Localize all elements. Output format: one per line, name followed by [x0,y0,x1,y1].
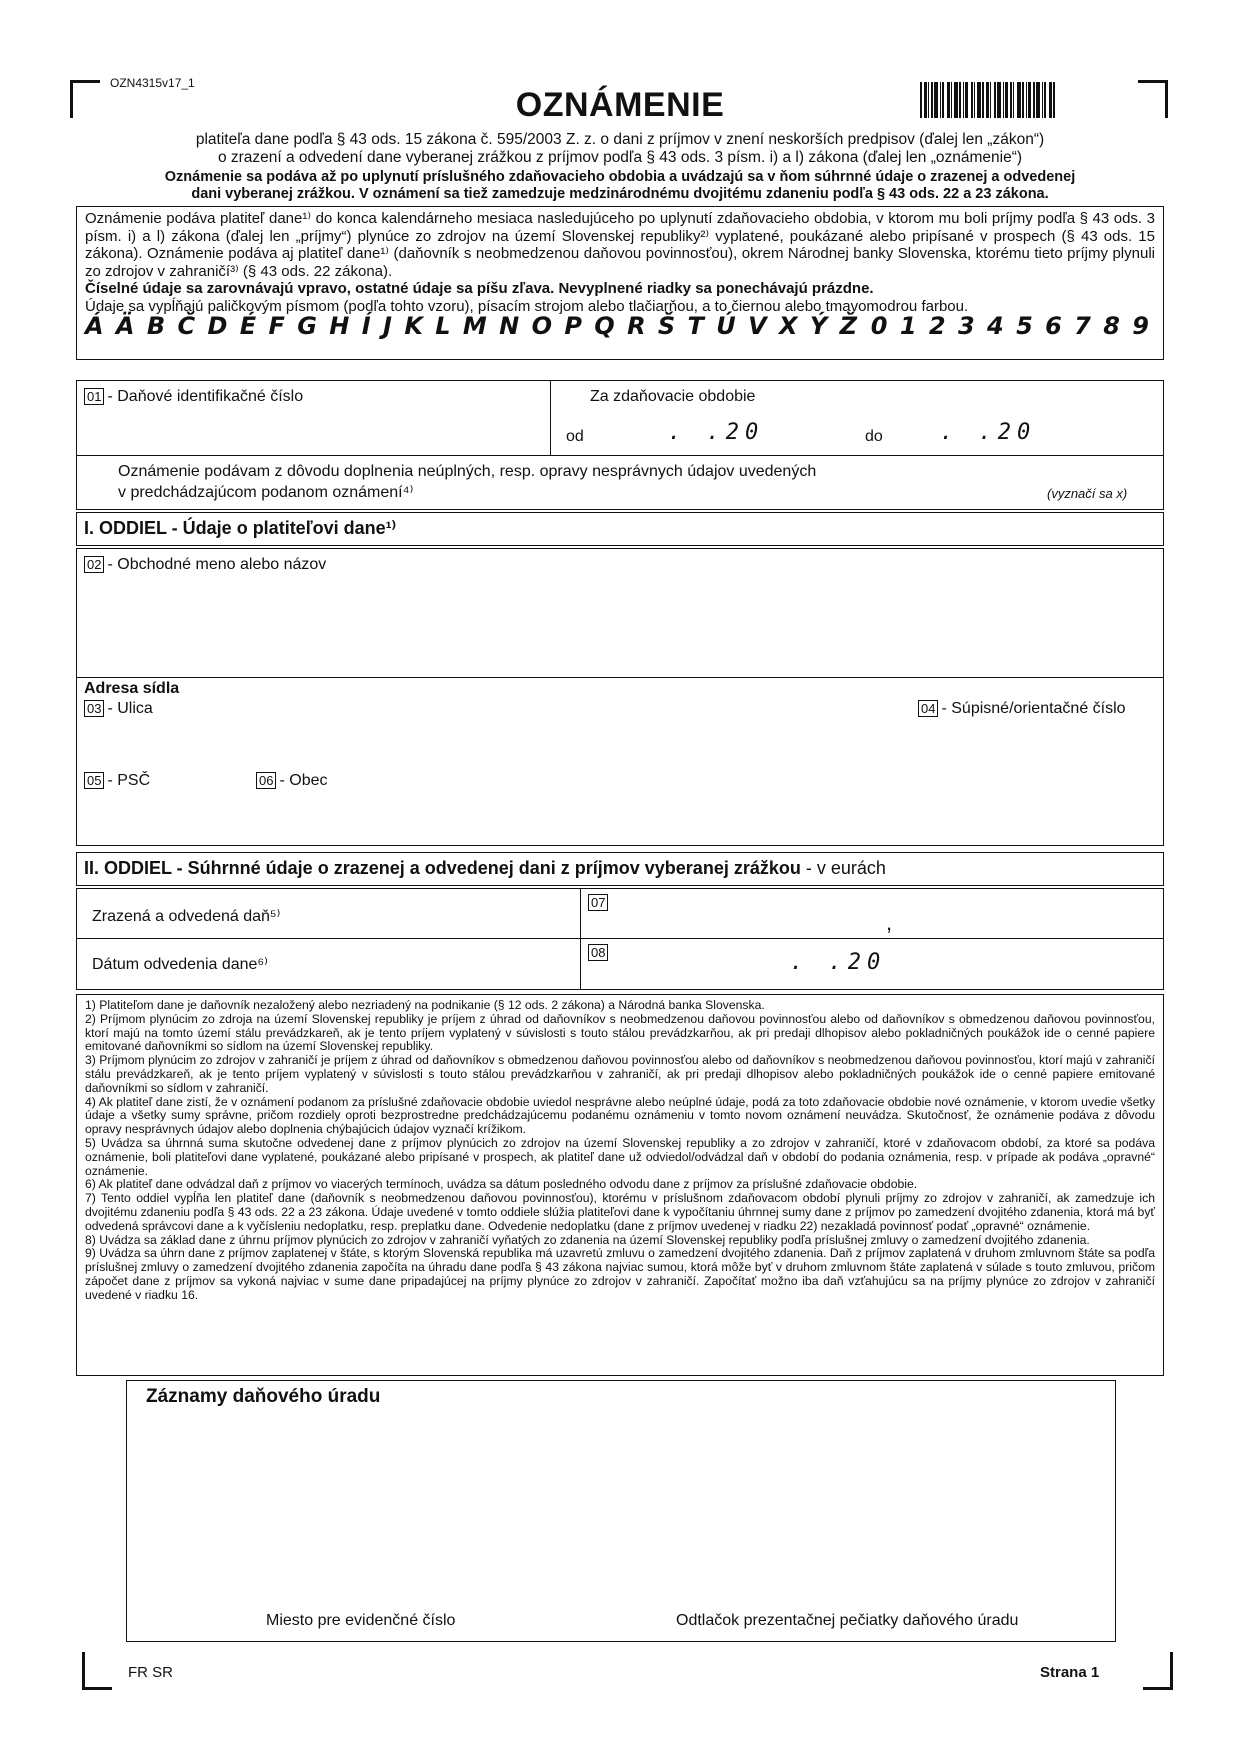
mark-hint: (vyznačí sa x) [1047,486,1128,501]
subtitle-2: o zrazení a odvedení dane vyberanej zrážkou z príjmov podľa § 43 ods. 3 písm. i) a l) zákona (ďalej len „oznámenie“) [217,149,1023,166]
field-05-label [84,772,150,790]
field-07-number: 07 [588,894,608,911]
section-1-title: I. ODDIEL - Údaje o platiteľovi dane¹⁾ [84,518,397,538]
field-02-text: - Obchodné meno alebo názov [107,556,327,573]
section-2-title-unit: - v eurách [800,858,886,878]
footer-left: FR SR [128,1664,173,1681]
footnote: 3) Príjmom plynúcim zo zdrojov v zahraničí je príjem z úhrad od daňovníkov s obmedzenou daňovou povinnosťou alebo od daňovníkov s neobmedzenou daňovou povinnosťou, ktorí majú v zahraničí stálu prevádzkareň, ak je tento príjem vyplatený v súvislosti s touto stálou prevádzkarňou v zahraničí, ak pri predaji dlhopisov alebo pokladničných poukážok ide o cenné papiere emitované daňovníkmi so sídlom v zahraničí. [85,1053,1155,1095]
footnote: 1) Platiteľom dane je daňovník nezaložený alebo nezriadený na podnikanie (§ 12 ods. 2 zákona) a Národná banka Slovenska. [85,998,765,1012]
divider [76,677,1164,678]
sample-digits: 0 1 2 3 4 5 6 7 8 9 [870,312,1151,340]
divider [580,888,581,990]
field-03-label [84,700,153,718]
business-name-input[interactable] [86,584,1156,664]
instructions-paragraph: Oznámenie podáva platiteľ dane¹⁾ do konca kalendárneho mesiaca nasledujúceho po uplynutí zdaňovacieho obdobia, v ktorom mu boli príjmy podľa § 43 ods. 3 písm. i) a l) zákona (ďalej len „príjmy“) plynúce zo zdrojov na území Slovenskej republiky²⁾ vyplatené, poukázané alebo pripísané v prospech (§ 43 ods. 15 zákona). Oznámenie podáva aj platiteľ dane¹⁾ (daňovník s neobmedzenou daňovou povinnosťou), okrem Národnej banky Slovenska, ktorému tieto príjmy plynuli zo zdrojov v zahraničí³⁾ (§ 43 ods. 22 zákona). [85,210,1155,280]
divider [76,938,1164,939]
field-01-number: 01 [84,388,104,405]
correction-text-1: Oznámenie podávam z dôvodu doplnenia neúplných, resp. opravy nesprávnych údajov uvedených [118,463,817,480]
field-06-label [256,772,327,790]
office-records-title: Záznamy daňového úradu [146,1386,381,1407]
correction-text-2: v predchádzajúcom podanom oznámení⁴⁾ [118,484,414,501]
city-input[interactable] [256,796,1154,836]
period-from-label: od [566,428,584,445]
field-03-number: 03 [84,700,104,717]
footnote: 5) Uvádza sa úhrnná suma skutočne odvedenej dane z príjmov plynúcich zo zdrojov na území Slovenskej republiky a zo zdrojov v zahraničí, ktoré v zdaňovacom období, za ktoré sa podáva oznámenie, boli platiteľovi dane vyplatené, poukázané alebo pripísané v prospech, ak platiteľ dane už odviedol/odvádzal daň v období do podania oznámenia, resp. v prípade ak podáva „opravné“ oznámenie. [85,1135,1155,1178]
field-07-marker [588,894,611,912]
footnote: 9) Uvádza sa úhrn dane z príjmov zaplatenej v štáte, s ktorým Slovenská republika má uzavretú zmluvu o zamedzení dvojitého zdanenia. Daň z príjmov zaplatená v druhom zmluvnom štáte sa podľa príslušnej zmluvy o zamedzení dvojitého zdanenia započíta na úhradu dane podľa § 43 zákona najviac sumou, ktorá môže byť v druhom zmluvnom štáte zaplatená v súlade s touto zmluvou, pričom zápočet dane z príjmov sa vykoná najviac v sume dane pripadajúcej na príjmy plynúce zo zdrojov v zahraničí. Započítať možno iba daň vzťahujúcu sa na príjmy plynúce zo zdrojov v zahraničí uvedené v riadku 16. [85,1246,1155,1302]
correction-checkbox[interactable] [1092,466,1116,486]
section-2-title [84,858,886,879]
page-title: OZNÁMENIE [515,86,725,124]
field-04-text: - Súpisné/orientačné číslo [941,700,1126,717]
bold-note-1: Oznámenie sa podáva až po uplynutí príslušného zdaňovacieho obdobia a uvádzajú sa v ňom súhrnné údaje o zrazenej a odvedenej [164,169,1076,185]
field-06-text: - Obec [279,772,328,789]
period-to-input[interactable]: . .20 [940,420,1037,445]
field-01-label [84,388,303,406]
field-08-marker [588,944,611,962]
street-input[interactable] [86,724,886,764]
decimal-separator: , [886,910,893,935]
corner-mark-br-h [1143,1687,1173,1690]
period-to-label: do [865,428,883,445]
form-code: OZN4315v17_1 [110,76,195,90]
field-04-label [918,700,1126,718]
alignment-rule: Číselné údaje sa zarovnávajú vpravo, ostatné údaje sa píšu zľava. Nevyplnené riadky sa ponechávajú prázdne. [85,280,874,297]
dic-input[interactable] [86,412,541,450]
period-from-input[interactable]: . .20 [668,420,765,445]
field-05-number: 05 [84,772,104,789]
address-title: Adresa sídla [84,680,180,697]
footnote: 7) Tento oddiel vypĺňa len platiteľ dane (daňovník s neobmedzenou daňovou povinnosťou), ktorému v príslušnom zdaňovacom období plynuli príjmy zo zdrojov v zahraničí, ak zamedzuje ich dvojitému zdaneniu podľa § 43 ods. 22 a 23 zákona. Údaje uvedené v tomto oddiele slúžia platiteľovi dane k vypočítaniu úhrnnej sumy dane z príjmov po zamedzení dvojitého zdanenia, ktorá má byť odvedená správcovi dane a k vyčísleniu nedoplatku, resp. preplatku dane. Odvedenie nedoplatku (dane z príjmov uvedenej v riadku 22) nezakladá povinnosť podať „opravné“ oznámenie. [85,1191,1155,1233]
office-records-box [126,1380,1116,1642]
field-03-text: - Ulica [107,700,153,717]
payment-date-label: Dátum odvedenia dane⁶⁾ [92,956,268,973]
filling-rule: Údaje sa vypĺňajú paličkovým písmom (podľa tohto vzoru), písacím strojom alebo tlačiarňou, a to čiernou alebo tmavomodrou farbou. [85,297,969,315]
house-number-input[interactable] [918,724,1154,764]
footnote: 2) Príjmom plynúcim zo zdroja na území Slovenskej republiky je príjem z úhrad od daňovníkov s neobmedzenou daňovou povinnosťou alebo od daňovníkov s obmedzenou daňovou povinnosťou, ktorí majú na tomto území stálu prevádzkareň, ak je tento príjem vyplatený v súvislosti s touto stálou prevádzkarňou, ak pri predaji dlhopisov alebo pokladničných poukážok ide o cenné papiere emitované daňovníkmi so sídlom na území Slovenskej republiky. [85,1011,1155,1054]
subtitle-1: platiteľa dane podľa § 43 ods. 15 zákona č. 595/2003 Z. z. o dani z príjmov v znení neskorších predpisov (ďalej len „zákon“) [195,131,1045,148]
instructions-box [76,206,1164,360]
period-label: Za zdaňovacie obdobie [590,388,756,405]
footnote: 8) Uvádza sa základ dane z úhrnu príjmov plynúcich zo zdrojov v zahraničí vyňatých zo zdanenia na území Slovenskej republiky podľa príslušnej zmluvy o zamedzení dvojitého zdanenia. [85,1232,1090,1247]
field-02-label [84,556,326,574]
evidence-number-label: Miesto pre evidenčné číslo [266,1612,456,1629]
divider [550,380,551,456]
corner-mark-tl-h [70,80,100,83]
corner-mark-tr-h [1138,80,1168,83]
sample-letters: Á Ä B Č D É F G H Í J K L M N O P Q R Š T Ú V X Ý Ž [85,312,860,340]
field-01-text: - Daňové identifikačné číslo [107,388,304,405]
barcode [920,82,1095,118]
section-2-title-bold: II. ODDIEL - Súhrnné údaje o zrazenej a odvedenej dani z príjmov vyberanej zrážkou [84,858,801,878]
stamp-label: Odtlačok prezentačnej pečiatky daňového úradu [676,1612,1019,1629]
bold-note-2: dani vyberanej zrážkou. V oznámení sa tiež zamedzuje medzinárodnému dvojitému zdaneniu podľa § 43 ods. 22 a 23 zákona. [191,186,1049,202]
footnote: 4) Ak platiteľ dane zistí, že v oznámení podanom za príslušné zdaňovacie obdobie uviedol nesprávne alebo neúplné údaje, podá za toto zdaňovacie obdobie nové oznámenie, v ktorom uvedie všetky údaje a všetky sumy správne, pričom rozdiely oproti bezprostredne predchádzajúcemu podanému oznámeniu v tomto novom oznámení neuvádza. Skutočnosť, že oznámenie podáva z dôvodu opravy nesprávnych údajov alebo doplnenia chýbajúcich údajov vyznačí krížikom. [85,1094,1155,1137]
field-06-number: 06 [256,772,276,789]
field-02-number: 02 [84,556,104,573]
footnotes [76,994,1164,1376]
payment-date-input[interactable]: . .20 [790,950,887,975]
field-04-number: 04 [918,700,938,717]
withheld-tax-label: Zrazená a odvedená daň⁵⁾ [92,908,281,925]
postal-code-input[interactable] [86,796,236,836]
corner-mark-br-v [1170,1652,1173,1690]
corner-mark-bl-h [82,1687,112,1690]
corner-mark-bl-v [82,1652,85,1690]
page-number: Strana 1 [1040,1664,1100,1681]
field-08-number: 08 [588,944,608,961]
divider [76,455,1164,456]
field-05-text: - PSČ [107,772,151,789]
footnote: 6) Ak platiteľ dane odvádzal daň z príjmov vo viacerých termínoch, uvádza sa dátum posledného odvodu dane z príjmov za príslušné zdaňovacie obdobie. [85,1177,918,1192]
